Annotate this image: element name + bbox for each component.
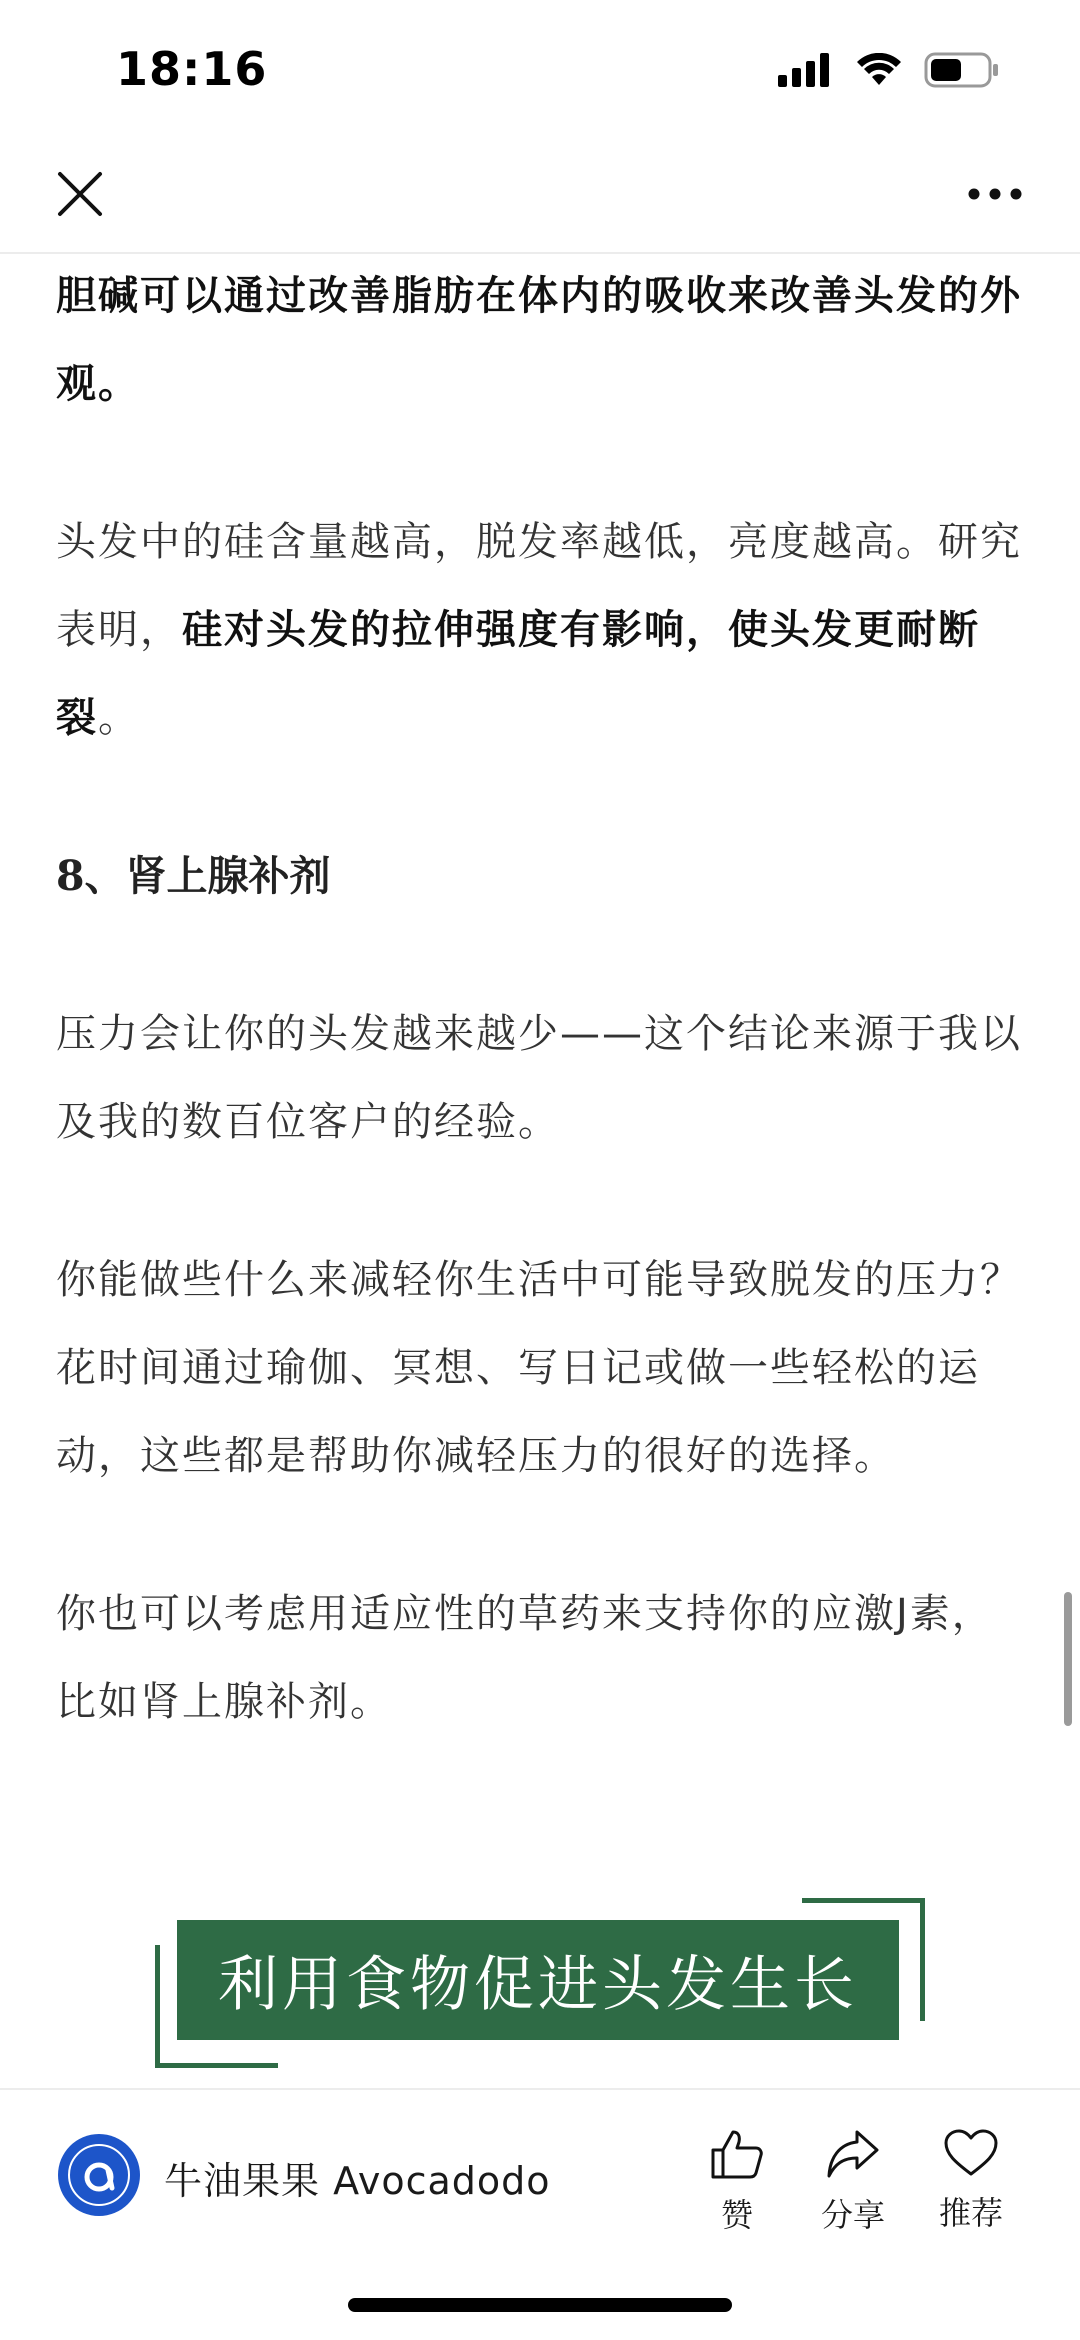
status-icons [778,52,1000,88]
article-body [56,252,1026,1746]
share-label: 分享 [820,2196,885,2234]
home-indicator[interactable] [348,2298,732,2312]
section-banner [155,1898,925,2068]
paragraph-stress: 压力会让你的头发越来越少——这个结论来源于我以及我的数百位客户的经验。 [56,1011,1022,1145]
banner-text: 利用食物促进头发生长 [218,1950,858,2020]
like-button[interactable] [687,2128,787,2236]
paragraph-choline [56,252,1026,428]
paragraph-choline-bold: 胆碱可以通过改善脂肪在体内的吸收来改善头发的外观。 [56,273,1022,407]
bottom-bar [0,2088,1080,2340]
battery-icon [924,52,1000,88]
author-name[interactable]: 牛油果果 Avocadodo [164,2159,551,2203]
share-icon [825,2128,881,2180]
author-avatar[interactable] [58,2134,140,2216]
close-button[interactable] [50,164,110,224]
nav-bar [0,140,1080,254]
paragraph-herbs: 你也可以考虑用适应性的草药来支持你的应激J素，比如肾上腺补剂。 [56,1591,994,1725]
signal-icon [778,53,834,87]
status-bar [0,0,1080,140]
recommend-label: 推荐 [938,2194,1003,2232]
section-heading-adrenal: 8、肾上腺补剂 [56,852,331,900]
more-icon [967,187,1023,201]
paragraph-reduce-stress: 你能做些什么来减轻你生活中可能导致脱发的压力？花时间通过瑜伽、冥想、写日记或做一些轻松的运动，这些都是帮助你减轻压力的很好的选择。 [56,1257,1022,1479]
avocado-logo-icon [64,2140,134,2210]
share-button[interactable] [803,2128,903,2236]
scrollbar-thumb[interactable] [1064,1592,1072,1726]
wifi-icon [856,53,902,87]
paragraph-silicon [56,498,1026,762]
heart-icon [943,2128,999,2178]
like-label: 赞 [720,2196,753,2234]
status-time: 18:16 [116,42,268,96]
close-icon [57,171,103,217]
more-button[interactable] [960,164,1030,224]
thumbs-up-icon [709,2128,765,2180]
paragraph-silicon-text-a: 头发中的硅含量越高，脱发率越低，亮度越高。研究表明， [56,519,1022,653]
recommend-button[interactable] [921,2128,1021,2234]
banner-box [177,1920,899,2040]
paragraph-silicon-text-b: 。 [98,695,140,741]
paragraph-silicon-bold: 硅对头发的拉伸强度有影响，使头发更耐断裂 [56,607,980,741]
